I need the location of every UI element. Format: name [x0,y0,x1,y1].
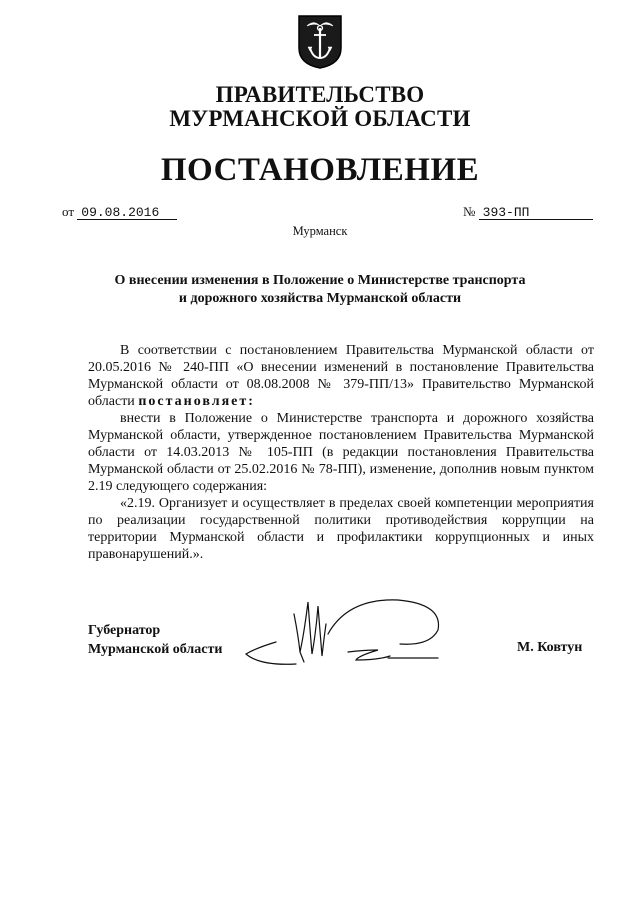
body-paragraph-3: «2.19. Организует и осуществляет в пределах своей компетенции мероприятия по реализации государственной политики противодействия коррупции на территории Мурманской области и профилактики коррупционных и иных правонарушений.». [88,496,594,562]
number-value: 393-ПП [479,206,593,220]
body-paragraph-1-text: В соответствии с постановлением Правительства Мурманской области от 20.05.2016 № 240-ПП «О внесении изменений в постановление Правительства Мурманской области от 08.08.2008 № 379-ПП/13» Правительство Мурманской области [88,343,594,409]
signatory-title [88,621,222,659]
date-label: от [62,204,75,219]
subject-line2: и дорожного хозяйства Мурманской области [178,291,462,306]
body-paragraph-2: внести в Положение о Министерстве транспорта и дорожного хозяйства Мурманской области, утвержденное постановлением Правительства Мурманской области от 14.03.2013 № 105-ПП (в редакции постановления Правительства Мурманской области от 25.02.2016 № 78-ПП), изменение, дополнив новым пунктом 2.19 следующего содержания: [88,411,594,494]
signatory-title-line1: Губернатор [88,623,161,638]
number-label: № [463,204,476,219]
org-name-line1: ПРАВИТЕЛЬСТВО [215,82,425,107]
number-field [463,204,593,220]
date-field [62,204,177,220]
date-value: 09.08.2016 [77,206,177,220]
coat-of-arms-icon [297,14,343,70]
decree-keyword: постановляет: [138,394,255,409]
signatory-name: М. Ковтун [517,640,583,655]
handwritten-signature [238,594,448,674]
org-name-line2: МУРМАНСКОЙ ОБЛАСТИ [169,106,471,131]
document-subject [0,272,640,308]
body-paragraph-1 [88,342,594,410]
document-type-title: ПОСТАНОВЛЕНИЕ [160,152,480,188]
city-label: Мурманск [292,224,348,238]
subject-line1: О внесении изменения в Положение о Министерстве транспорта [114,273,526,288]
signatory-title-line2: Мурманской области [88,642,223,657]
document-body [88,342,594,563]
